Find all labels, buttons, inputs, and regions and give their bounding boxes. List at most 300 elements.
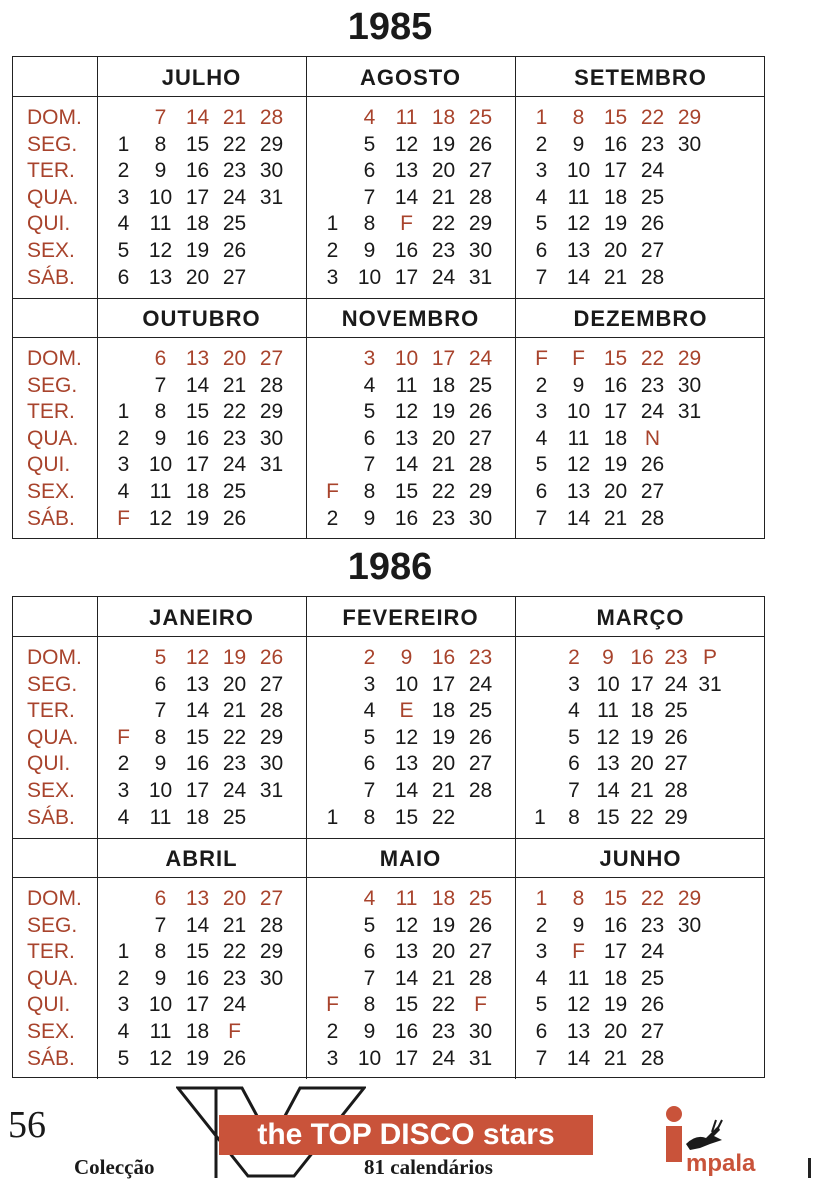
day-cell: 9	[154, 159, 167, 183]
day-cell: 26	[222, 1046, 247, 1070]
day-cell: 6	[363, 426, 376, 450]
day-cell: 16	[185, 426, 210, 450]
day-cell: 15	[596, 805, 620, 829]
day-cell: 10	[596, 672, 620, 696]
day-cell: 22	[640, 887, 665, 910]
day-cell: 21	[431, 453, 456, 477]
day-cell: 5	[568, 725, 580, 749]
day-cell: 30	[677, 132, 702, 156]
day-cell: 22	[431, 993, 456, 1017]
day-cell: 20	[603, 1020, 628, 1043]
holiday-marker: F	[572, 347, 585, 370]
weekday-label: QUA.	[27, 426, 79, 450]
day-cell: 20	[431, 426, 456, 450]
day-cell: 24	[431, 265, 456, 289]
weekday-label: QUA.	[27, 185, 79, 209]
day-cell: 22	[222, 400, 247, 424]
day-cell: 14	[185, 913, 210, 937]
day-cell: 17	[185, 185, 210, 209]
day-cell: 12	[148, 506, 173, 530]
day-cell: 3	[535, 159, 548, 183]
weekday-label: QUI.	[27, 212, 71, 236]
day-cell: 22	[431, 212, 456, 236]
day-cell: 26	[640, 993, 665, 1017]
day-cell: 21	[222, 106, 247, 129]
day-cell: 2	[535, 373, 548, 397]
day-cell: 4	[117, 212, 130, 236]
day-cell: 28	[640, 506, 665, 530]
day-cell: 3	[117, 779, 130, 802]
weekday-label: SÁB.	[27, 805, 75, 829]
month-grid	[101, 645, 302, 831]
quarter-row	[13, 298, 764, 539]
day-cell: 24	[640, 159, 665, 183]
month-name: MARÇO	[596, 605, 685, 630]
day-cell: 18	[185, 480, 210, 503]
day-cell: 23	[664, 646, 688, 669]
day-cell: 8	[154, 400, 167, 424]
day-cell: 10	[148, 779, 173, 802]
day-cell: 21	[603, 1046, 628, 1070]
day-cell: 28	[640, 1046, 665, 1070]
day-cell: 30	[259, 966, 284, 990]
day-cell: 12	[394, 132, 419, 156]
weekday-label: QUI.	[27, 752, 71, 776]
weekday-label: QUI.	[27, 453, 71, 477]
day-cell: 11	[597, 699, 619, 723]
day-cell: 3	[326, 265, 339, 289]
day-cell: 2	[326, 1020, 339, 1043]
day-cell: 13	[566, 239, 591, 262]
day-cell: 11	[395, 106, 418, 129]
day-cell: 26	[640, 212, 665, 236]
day-cell: 15	[185, 725, 210, 749]
day-cell: 25	[664, 699, 688, 723]
day-cell: 10	[148, 453, 173, 477]
day-cell: 16	[603, 132, 628, 156]
day-cell: 11	[567, 966, 590, 990]
edge-mark	[808, 1158, 811, 1178]
day-cell: 31	[259, 453, 284, 477]
day-cell: 31	[698, 672, 722, 696]
day-cell: 5	[117, 1046, 130, 1070]
day-cell: 26	[640, 453, 665, 477]
day-cell: 7	[568, 779, 580, 802]
day-cell: 27	[640, 1020, 665, 1043]
day-cell: 20	[603, 480, 628, 503]
calendar-block	[12, 596, 765, 1078]
holiday-marker: N	[644, 426, 661, 450]
weekday-label: QUA.	[27, 966, 79, 990]
day-cell: 25	[468, 373, 493, 397]
day-cell: 31	[259, 185, 284, 209]
brand-banner: the TOP DISCO stars	[219, 1115, 593, 1155]
day-cell: 9	[572, 913, 585, 937]
day-cell: 4	[535, 966, 548, 990]
day-cell: 17	[394, 1046, 419, 1070]
day-cell: 9	[602, 646, 614, 669]
day-cell: 23	[431, 1020, 456, 1043]
day-cell: 22	[222, 940, 247, 964]
day-cell: 22	[431, 480, 456, 503]
month-grid	[519, 105, 762, 291]
day-cell: 21	[222, 373, 247, 397]
day-cell: 31	[468, 1046, 493, 1070]
day-cell: 14	[185, 699, 210, 723]
day-cell: 27	[222, 265, 247, 289]
day-cell: 2	[117, 426, 130, 450]
day-cell: 1	[117, 132, 130, 156]
quarter-row	[13, 597, 764, 838]
day-cell: 20	[222, 887, 247, 910]
day-cell: 18	[431, 373, 456, 397]
day-cell: 8	[572, 887, 585, 910]
day-cell: 11	[149, 805, 172, 829]
day-cell: 28	[468, 185, 493, 209]
day-cell: 14	[185, 106, 210, 129]
day-cell: 9	[400, 646, 413, 669]
day-cell: 10	[566, 400, 591, 424]
day-cell: 12	[596, 725, 620, 749]
day-cell: 22	[630, 805, 654, 829]
day-cell: 7	[363, 966, 376, 990]
day-cell: 14	[596, 779, 620, 802]
day-cell: 3	[535, 940, 548, 964]
day-cell: 8	[363, 993, 376, 1017]
day-cell: 25	[468, 887, 493, 910]
day-cell: 23	[468, 646, 493, 669]
day-cell: 1	[326, 212, 339, 236]
year-heading: 1986	[347, 546, 433, 588]
day-cell: 2	[535, 913, 548, 937]
day-cell: 29	[677, 887, 702, 910]
day-cell: 17	[185, 453, 210, 477]
day-cell: 17	[185, 779, 210, 802]
day-cell: 9	[363, 239, 376, 262]
day-cell: 18	[603, 185, 628, 209]
day-cell: 19	[630, 725, 654, 749]
day-cell: 10	[148, 993, 173, 1017]
collection-count: 81 calendários	[364, 1155, 493, 1179]
day-cell: 2	[363, 646, 376, 669]
day-cell: 27	[664, 752, 688, 776]
month-name: FEVEREIRO	[342, 605, 479, 630]
day-cell: 4	[363, 699, 376, 723]
day-cell: 22	[640, 106, 665, 129]
day-cell: 16	[431, 646, 456, 669]
day-cell: 25	[468, 106, 493, 129]
day-cell: 7	[154, 913, 167, 937]
day-cell: 14	[185, 373, 210, 397]
calendar-block	[12, 56, 765, 539]
day-cell: 7	[535, 1046, 548, 1070]
day-cell: 18	[630, 699, 654, 723]
day-cell: 4	[117, 805, 130, 829]
weekday-label: DOM.	[27, 347, 82, 370]
day-cell: 5	[363, 400, 376, 424]
publisher-name: mpala	[686, 1150, 756, 1177]
day-cell: 4	[117, 1020, 130, 1043]
day-cell: 20	[185, 265, 210, 289]
month-grid	[101, 346, 302, 532]
day-cell: 30	[259, 752, 284, 776]
day-cell: 24	[664, 672, 688, 696]
day-cell: 12	[394, 400, 419, 424]
day-cell: 16	[394, 1020, 419, 1043]
day-cell: 14	[566, 1046, 591, 1070]
day-cell: 8	[572, 106, 585, 129]
day-cell: 6	[535, 480, 548, 503]
day-cell: 21	[431, 966, 456, 990]
day-cell: 19	[431, 725, 456, 749]
day-cell: 3	[363, 672, 376, 696]
day-cell: 13	[566, 480, 591, 503]
day-cell: 27	[468, 426, 493, 450]
day-cell: 23	[222, 426, 247, 450]
weekday-label: QUI.	[27, 993, 71, 1017]
weekday-label: SEX.	[27, 239, 75, 262]
day-cell: 24	[222, 185, 247, 209]
day-cell: 28	[640, 265, 665, 289]
day-cell: 11	[149, 480, 172, 503]
day-cell: 15	[603, 347, 628, 370]
weekday-label: SEG.	[27, 913, 78, 937]
weekday-label: SEG.	[27, 373, 78, 397]
day-cell: 2	[535, 132, 548, 156]
day-cell: 28	[259, 913, 284, 937]
day-cell: 13	[596, 752, 620, 776]
month-grid	[310, 346, 511, 532]
year-heading: 1985	[347, 6, 433, 48]
day-cell: 12	[394, 913, 419, 937]
day-cell: 11	[567, 185, 590, 209]
day-cell: 25	[640, 966, 665, 990]
card-number: 56	[8, 1104, 46, 1146]
day-cell: 3	[326, 1046, 339, 1070]
day-cell: 17	[185, 993, 210, 1017]
day-cell: 24	[431, 1046, 456, 1070]
month-name: OUTUBRO	[142, 306, 261, 331]
day-cell: 9	[154, 426, 167, 450]
day-cell: 9	[154, 752, 167, 776]
month-name: ABRIL	[165, 846, 238, 871]
day-cell: 4	[535, 426, 548, 450]
day-cell: 24	[468, 672, 493, 696]
day-cell: 24	[468, 347, 493, 370]
day-cell: 26	[468, 725, 493, 749]
month-name: SETEMBRO	[574, 65, 707, 90]
day-cell: 26	[222, 506, 247, 530]
day-cell: 9	[363, 506, 376, 530]
holiday-marker: F	[474, 993, 487, 1017]
weekday-label: SÁB.	[27, 265, 75, 289]
month-name: MAIO	[379, 846, 442, 871]
day-cell: 12	[394, 725, 419, 749]
day-cell: 6	[363, 940, 376, 964]
holiday-marker: F	[117, 506, 130, 530]
day-cell: 25	[222, 480, 247, 503]
month-grid	[101, 105, 302, 291]
day-cell: 19	[603, 212, 628, 236]
day-cell: 15	[394, 480, 419, 503]
day-cell: 27	[468, 159, 493, 183]
day-cell: 10	[394, 672, 419, 696]
day-cell: 11	[395, 373, 418, 397]
day-cell: 27	[640, 239, 665, 262]
day-cell: 18	[185, 805, 210, 829]
day-cell: 28	[664, 779, 688, 802]
month-name: JUNHO	[599, 846, 682, 871]
day-cell: 14	[394, 966, 419, 990]
day-cell: 23	[222, 159, 247, 183]
day-cell: 4	[363, 887, 376, 910]
day-cell: 12	[566, 453, 591, 477]
day-cell: 19	[431, 913, 456, 937]
day-cell: 27	[259, 672, 284, 696]
day-cell: 28	[468, 779, 493, 802]
day-cell: 18	[603, 966, 628, 990]
day-cell: 6	[154, 347, 167, 370]
day-cell: 21	[431, 779, 456, 802]
day-cell: 26	[259, 646, 284, 669]
day-cell: 6	[535, 239, 548, 262]
day-cell: 19	[603, 993, 628, 1017]
day-cell: 3	[117, 453, 130, 477]
day-cell: 8	[154, 940, 167, 964]
day-cell: 7	[535, 265, 548, 289]
day-cell: 15	[394, 805, 419, 829]
day-cell: 29	[259, 725, 284, 749]
day-cell: 1	[117, 400, 130, 424]
day-cell: 2	[117, 752, 130, 776]
day-cell: 10	[566, 159, 591, 183]
day-cell: 28	[259, 373, 284, 397]
day-cell: 30	[677, 373, 702, 397]
day-cell: 4	[363, 373, 376, 397]
holiday-marker: E	[399, 699, 414, 723]
day-cell: 20	[431, 752, 456, 776]
day-cell: 26	[468, 400, 493, 424]
day-cell: 11	[395, 887, 418, 910]
day-cell: 20	[603, 239, 628, 262]
day-cell: 4	[535, 185, 548, 209]
day-cell: 23	[222, 966, 247, 990]
month-grid	[101, 886, 302, 1072]
day-cell: 1	[535, 887, 548, 910]
day-cell: 13	[185, 887, 210, 910]
day-cell: 30	[677, 913, 702, 937]
weekday-label: QUA.	[27, 725, 79, 749]
day-cell: 21	[222, 913, 247, 937]
day-cell: 24	[222, 779, 247, 802]
day-cell: 7	[363, 185, 376, 209]
day-cell: 20	[222, 347, 247, 370]
weekday-label: SEX.	[27, 480, 75, 503]
day-cell: 22	[222, 725, 247, 749]
day-cell: 21	[603, 265, 628, 289]
day-cell: 30	[468, 239, 493, 262]
day-cell: 27	[640, 480, 665, 503]
month-grid	[519, 886, 762, 1072]
day-cell: 14	[394, 779, 419, 802]
day-cell: 31	[677, 400, 702, 424]
day-cell: 13	[566, 1020, 591, 1043]
day-cell: 6	[535, 1020, 548, 1043]
holiday-marker: F	[400, 212, 413, 236]
day-cell: 14	[566, 506, 591, 530]
day-cell: 13	[185, 347, 210, 370]
day-cell: 16	[185, 966, 210, 990]
day-cell: 26	[468, 132, 493, 156]
month-name: NOVEMBRO	[341, 306, 480, 331]
day-cell: 1	[535, 106, 548, 129]
day-cell: 22	[222, 132, 247, 156]
weekday-label: SEG.	[27, 672, 78, 696]
holiday-marker: F	[228, 1020, 241, 1043]
weekday-label: SEG.	[27, 132, 78, 156]
day-cell: 18	[431, 106, 456, 129]
weekday-label: DOM.	[27, 106, 82, 129]
day-cell: 1	[534, 805, 546, 829]
day-cell: 24	[640, 940, 665, 964]
day-cell: 27	[259, 887, 284, 910]
day-cell: 12	[185, 646, 210, 669]
day-cell: 17	[394, 265, 419, 289]
day-cell: 29	[259, 940, 284, 964]
holiday-marker: F	[535, 347, 548, 370]
holiday-marker: P	[702, 646, 717, 669]
weekday-label: TER.	[27, 159, 75, 183]
day-cell: 16	[185, 159, 210, 183]
day-cell: 17	[431, 347, 456, 370]
day-cell: 17	[603, 400, 628, 424]
day-cell: 29	[259, 132, 284, 156]
day-cell: 15	[394, 993, 419, 1017]
day-cell: 9	[572, 373, 585, 397]
day-cell: 13	[394, 752, 419, 776]
month-name: DEZEMBRO	[573, 306, 708, 331]
day-cell: 19	[185, 1046, 210, 1070]
day-cell: 8	[363, 212, 376, 236]
day-cell: 29	[468, 480, 493, 503]
day-cell: 24	[222, 453, 247, 477]
day-cell: 6	[363, 752, 376, 776]
day-cell: 1	[117, 940, 130, 964]
weekday-label: TER.	[27, 940, 75, 964]
day-cell: 7	[363, 779, 376, 802]
day-cell: 31	[468, 265, 493, 289]
day-cell: 4	[117, 480, 130, 503]
day-cell: 23	[431, 506, 456, 530]
day-cell: 10	[148, 185, 173, 209]
day-cell: 16	[630, 646, 654, 669]
day-cell: 16	[185, 752, 210, 776]
day-cell: 23	[640, 132, 665, 156]
day-cell: 6	[117, 265, 130, 289]
day-cell: 30	[468, 506, 493, 530]
day-cell: 19	[603, 453, 628, 477]
day-cell: 20	[630, 752, 654, 776]
day-cell: 3	[117, 993, 130, 1017]
day-cell: 18	[185, 1020, 210, 1043]
day-cell: 13	[148, 265, 173, 289]
collection-label: Colecção	[74, 1155, 155, 1179]
day-cell: 3	[117, 185, 130, 209]
weekday-label: TER.	[27, 400, 75, 424]
day-cell: 17	[603, 159, 628, 183]
day-cell: 7	[154, 106, 167, 129]
day-cell: 8	[363, 480, 376, 503]
